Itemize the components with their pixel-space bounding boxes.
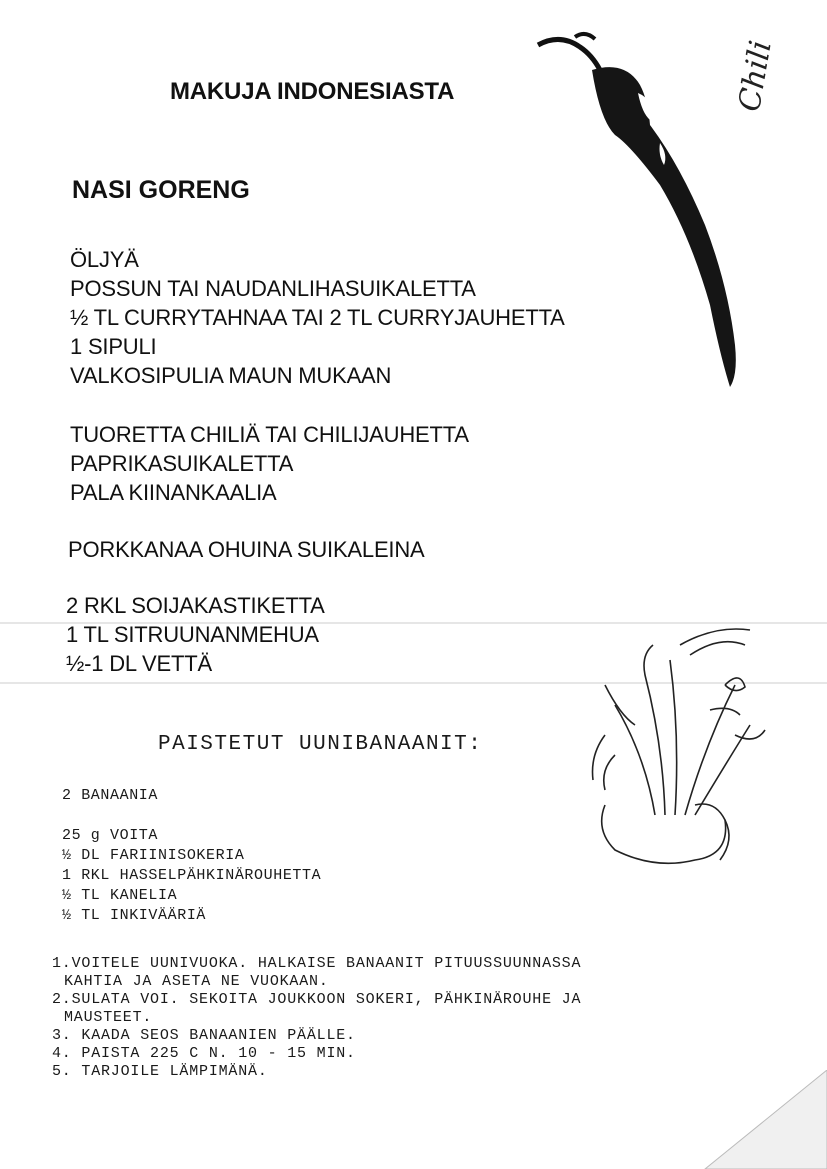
ingredient-line: 25 g VOITA (62, 827, 159, 844)
banana-steps (52, 955, 581, 1081)
step-line: MAUSTEET. (64, 1009, 153, 1026)
step-line: 5. TARJOILE LÄMPIMÄNÄ. (52, 1063, 268, 1080)
ingredient-line: ÖLJYÄ (70, 247, 139, 272)
ingredient-group-3 (68, 535, 425, 564)
banana-ingredients (62, 826, 321, 926)
ingredient-line: 1 RKL HASSELPÄHKINÄROUHETTA (62, 867, 322, 884)
ingredient-line: ½-1 DL VETTÄ (66, 651, 212, 676)
ingredient-line: ½ DL FARIINISOKERIA (62, 847, 245, 864)
ingredient-line: 1 TL SITRUUNANMEHUA (66, 622, 319, 647)
ingredient-line: ½ TL KANELIA (62, 887, 178, 904)
banana-count: 2 BANAANIA (62, 787, 159, 804)
step-line: 3. KAADA SEOS BANAANIEN PÄÄLLE. (52, 1027, 356, 1044)
handwritten-chili-label: Chili (732, 38, 779, 115)
ingredient-line: 2 RKL SOIJAKASTIKETTA (66, 593, 325, 618)
recipe-title-nasi-goreng: NASI GORENG (72, 176, 250, 204)
ingredient-line: POSSUN TAI NAUDANLIHASUIKALETTA (70, 276, 476, 301)
ingredient-line: ½ TL CURRYTAHNAA TAI 2 TL CURRYJAUHETTA (70, 305, 565, 330)
ingredient-line: 1 SIPULI (70, 334, 157, 359)
ingredient-group-1 (70, 245, 565, 390)
page-title: MAKUJA INDONESIASTA (170, 78, 455, 105)
ingredient-line: TUORETTA CHILIÄ TAI CHILIJAUHETTA (70, 422, 469, 447)
ingredient-line: PORKKANAA OHUINA SUIKALEINA (68, 537, 425, 562)
page-corner-fold (700, 1070, 827, 1169)
step-line: 4. PAISTA 225 C N. 10 - 15 MIN. (52, 1045, 356, 1062)
ingredient-group-4 (66, 591, 325, 678)
step-line: KAHTIA JA ASETA NE VUOKAAN. (64, 973, 329, 990)
ingredient-group-2 (70, 420, 469, 507)
plant-sketch-icon (575, 615, 775, 895)
ingredient-line: VALKOSIPULIA MAUN MUKAAN (70, 363, 392, 388)
ingredient-line: PALA KIINANKAALIA (70, 480, 277, 505)
step-line: 2.SULATA VOI. SEKOITA JOUKKOON SOKERI, PÄHKINÄROUHE JA (52, 991, 582, 1008)
ingredient-line: PAPRIKASUIKALETTA (70, 451, 294, 476)
ingredient-line: ½ TL INKIVÄÄRIÄ (62, 907, 207, 924)
recipe-title-banaanit: PAISTETUT UUNIBANAANIT: (158, 733, 483, 756)
step-line: 1.VOITELE UUNIVUOKA. HALKAISE BANAANIT PITUUSSUUNNASSA (52, 955, 582, 972)
